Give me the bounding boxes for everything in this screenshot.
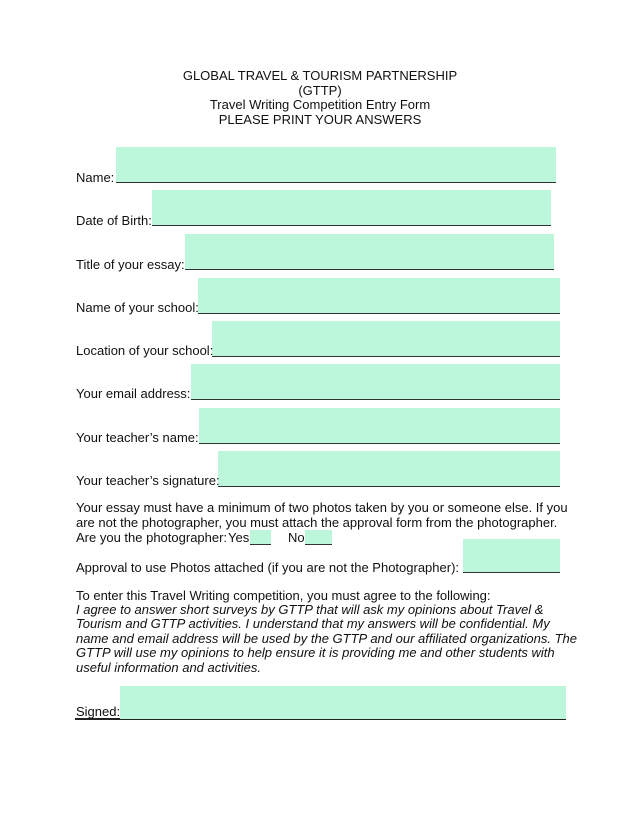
form-header	[0, 69, 640, 127]
photos-text-1: Your essay must have a minimum of two photos taken by you or someone else. If you	[76, 500, 568, 515]
teacher-name-label: Your teacher’s name:	[76, 430, 199, 445]
school-name-field[interactable]	[198, 278, 560, 314]
agreement-intro: To enter this Travel Writing competition, you must agree to the following:	[76, 588, 491, 603]
signed-field[interactable]	[120, 686, 566, 719]
location-label: Location of your school:	[76, 343, 214, 358]
dob-field[interactable]	[152, 190, 551, 226]
essay-title-field[interactable]	[185, 234, 554, 270]
photos-text-2: are not the photographer, you must attach the approval form from the photographer.	[76, 515, 558, 530]
agreement-line: I agree to answer short surveys by GTTP that will ask my opinions about Travel &	[76, 602, 544, 617]
signed-label: Signed:	[76, 704, 121, 719]
agreement-line: Tourism and GTTP activities. I understand that my answers will be confidential. My	[76, 616, 550, 631]
org-abbrev: (GTTP)	[298, 82, 342, 98]
approval-label: Approval to use Photos attached (if you are not the Photographer):	[76, 560, 460, 575]
teacher-signature-field[interactable]	[218, 451, 560, 487]
photographer-question: Are you the photographer:	[76, 530, 228, 545]
teacher-name-field[interactable]	[199, 408, 560, 444]
form-instruction: PLEASE PRINT YOUR ANSWERS	[218, 111, 422, 127]
name-field[interactable]	[116, 147, 556, 183]
teacher-signature-label: Your teacher’s signature:	[76, 473, 220, 488]
no-label: No	[288, 530, 305, 545]
org-name: GLOBAL TRAVEL & TOURISM PARTNERSHIP	[182, 68, 458, 83]
dob-label: Date of Birth:	[76, 213, 152, 228]
school-label: Name of your school:	[76, 300, 199, 315]
agreement-line: useful information and activities.	[76, 660, 261, 675]
name-label: Name:	[76, 170, 115, 185]
yes-field[interactable]	[250, 530, 271, 545]
no-field[interactable]	[305, 530, 332, 545]
school-location-field[interactable]	[212, 321, 560, 357]
agreement-line: name and email address will be used by the GTTP and our affiliated organizations. The	[76, 631, 578, 646]
form-title: Travel Writing Competition Entry Form	[209, 97, 431, 112]
yes-label: Yes	[228, 530, 250, 545]
email-label: Your email address:	[76, 386, 191, 401]
email-field[interactable]	[191, 364, 560, 400]
approval-field[interactable]	[463, 539, 560, 573]
agreement-line: GTTP will use my opinions to help ensure it is providing me and other students with	[76, 645, 555, 660]
title-label: Title of your essay:	[76, 257, 185, 272]
